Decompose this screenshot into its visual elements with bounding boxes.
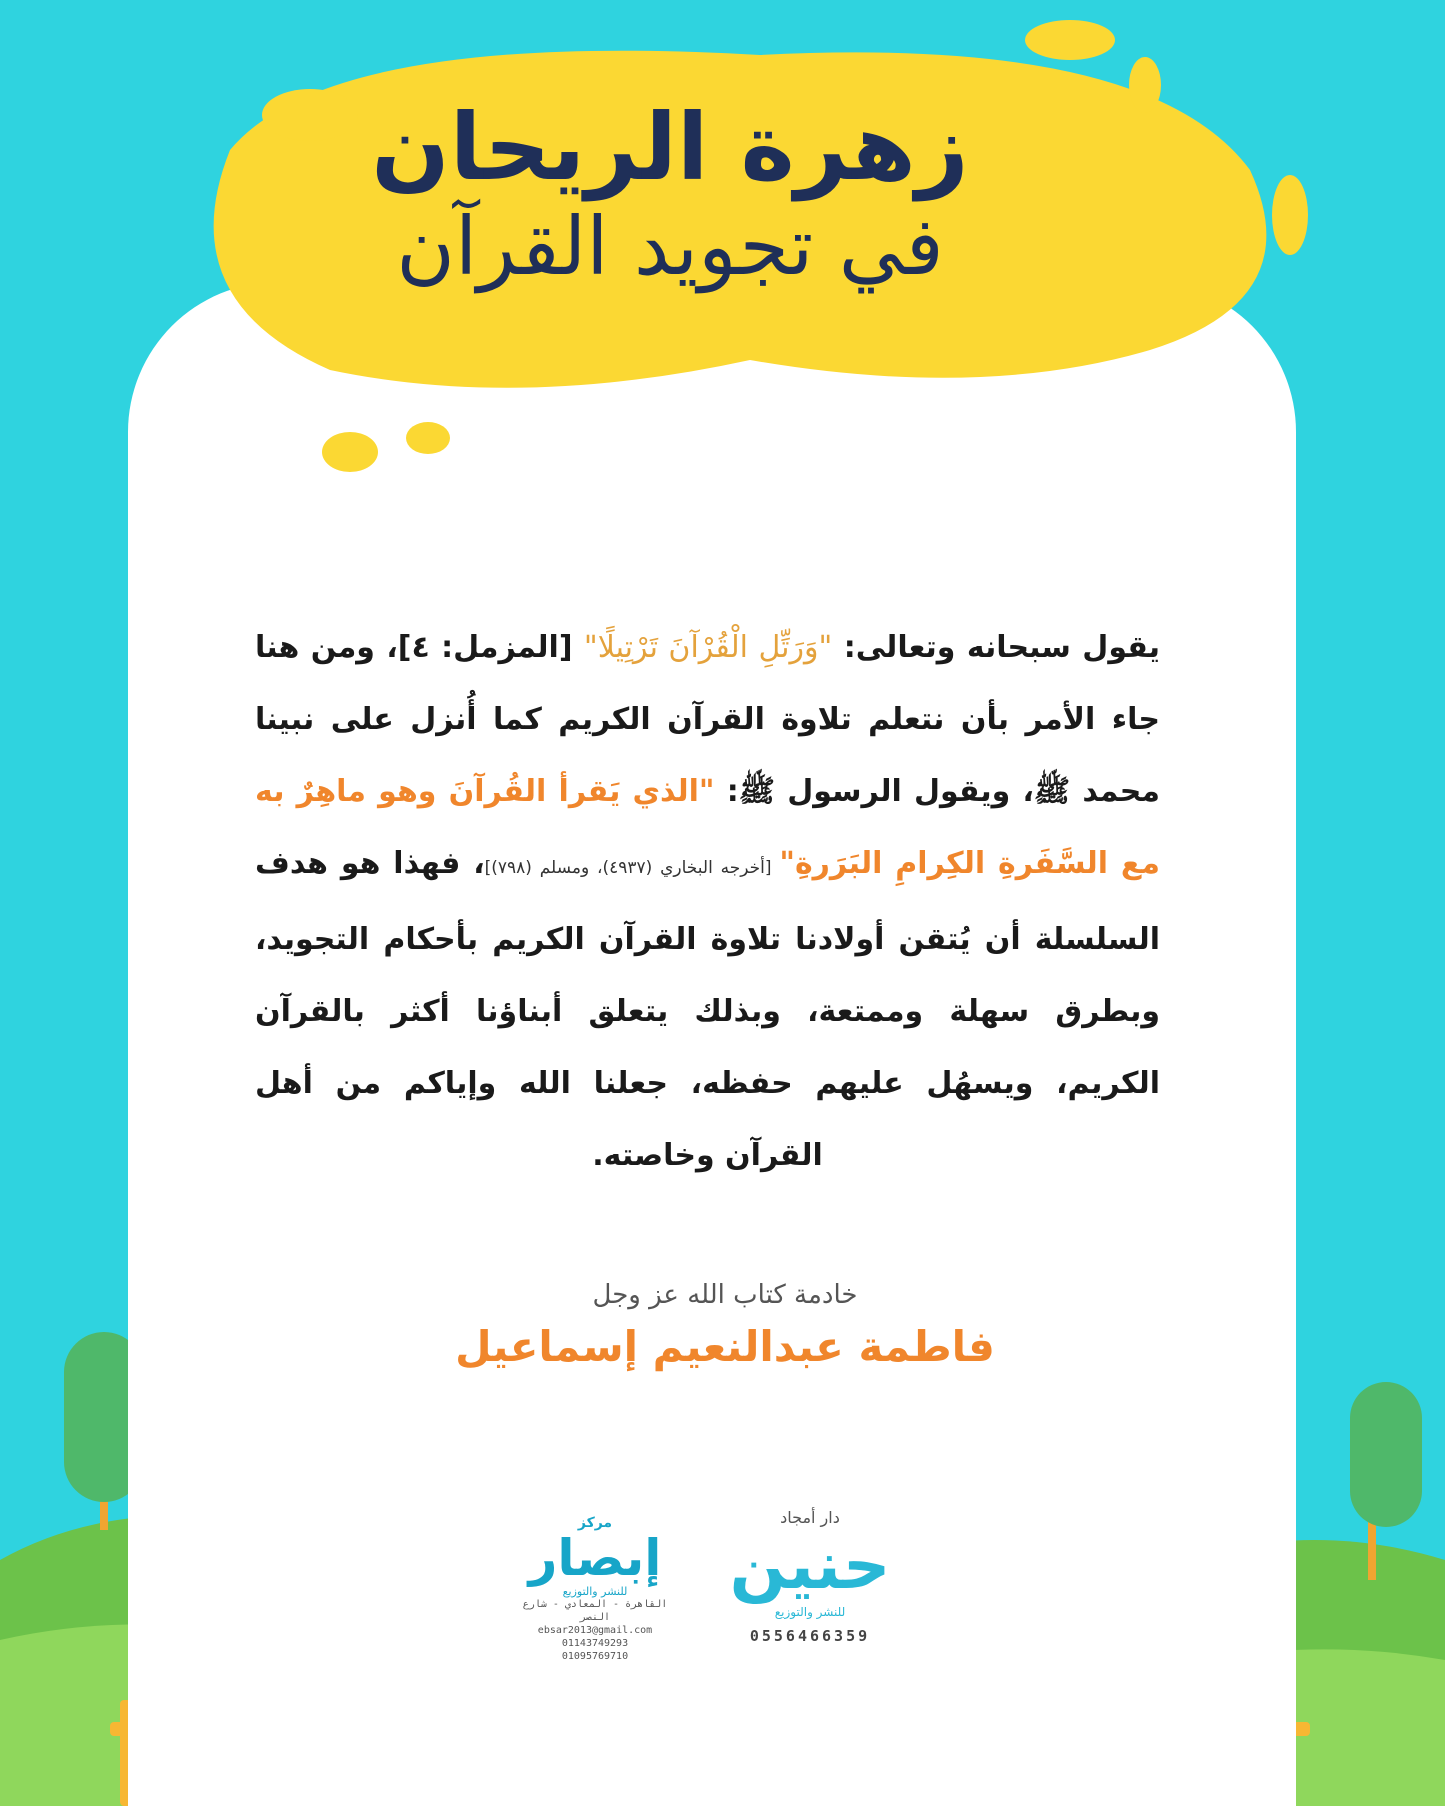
hanin-top-text: دار أمجاد xyxy=(780,1508,840,1527)
author-signature xyxy=(430,1275,1020,1379)
blob-drop-5 xyxy=(406,422,450,454)
author-role: خادمة كتاب الله عز وجل xyxy=(592,1280,858,1310)
basar-subtitle: للنشر والتوزيع xyxy=(562,1585,628,1598)
blob-drop-3 xyxy=(1272,175,1308,255)
hadith-reference: [أخرجه البخاري (٤٩٣٧)، ومسلم (٧٩٨)] xyxy=(484,858,780,878)
blob-drop-4 xyxy=(322,432,378,472)
outro-text: ، فهذا هو هدف السلسلة أن يُتقن أولادنا تلاوة القرآن الكريم بأحكام التجويد، وبطرق سهلة وممتعة، وبذلك يتعلق أبناؤنا أكثر بالقرآن الكريم، ويسهُل عليهم حفظه، جعلنا الله وإياكم من أهل القرآن وخاصته. xyxy=(255,846,1160,1173)
intro-paragraph xyxy=(255,612,1160,1192)
after-verse-text: [المزمل: ٤]، ومن هنا جاء الأمر بأن نتعلم تلاوة القرآن الكريم كما أُنزل على نبينا محمد ﷺ، ويقول الرسول ﷺ: xyxy=(255,630,1160,809)
basar-top-text: مركز xyxy=(577,1515,613,1531)
blob-drop-1 xyxy=(1025,20,1115,60)
title-line-2: في تجويد القرآن xyxy=(396,199,944,293)
basar-name: إبصار xyxy=(528,1529,662,1587)
blob-drop-2 xyxy=(1129,57,1161,113)
hadith-quote: "الذي يَقرأ القُرآنَ وهو ماهِرٌ به مع السَّفَرةِ الكِرامِ البَرَرةِ" xyxy=(255,774,1160,881)
title-line-1: زهرة الريحان xyxy=(371,94,969,201)
book-title xyxy=(290,95,1050,293)
hanin-phone: 0556466359 xyxy=(749,1627,871,1645)
basar-phone-1: 01143749293 xyxy=(561,1638,629,1649)
hanin-subtitle: للنشر والتوزيع xyxy=(774,1605,846,1619)
hanin-name: حنين xyxy=(729,1527,891,1604)
hanin-publisher-logo xyxy=(710,1508,910,1645)
basar-email: ebsar2013@gmail.com xyxy=(537,1625,653,1636)
basar-phone-2: 01095769710 xyxy=(561,1651,629,1662)
basar-publisher-logo xyxy=(505,1515,685,1663)
intro-text: يقول سبحانه وتعالى: xyxy=(832,630,1160,665)
quran-verse: "وَرَتِّلِ الْقُرْآنَ تَرْتِيلًا" xyxy=(583,630,833,665)
basar-address: القاهرة - المعادي - شارع النصر xyxy=(522,1599,668,1623)
author-name: فاطمة عبدالنعيم إسماعيل xyxy=(455,1322,995,1371)
